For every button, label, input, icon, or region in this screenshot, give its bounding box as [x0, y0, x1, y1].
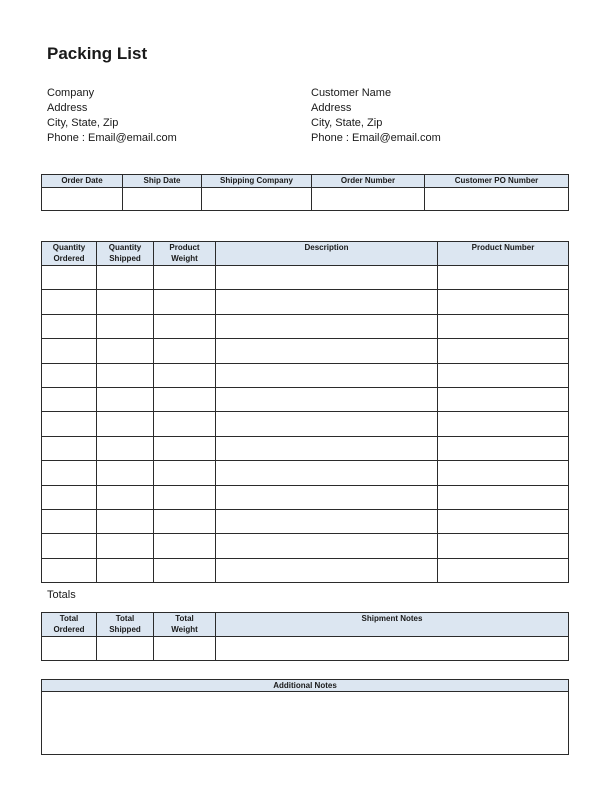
- description-cell[interactable]: [216, 509, 438, 533]
- quantity-ordered-cell[interactable]: [42, 290, 97, 314]
- product-weight-cell[interactable]: [154, 534, 216, 558]
- total-ordered-cell[interactable]: [42, 637, 97, 661]
- header-line: Product Number: [471, 243, 535, 252]
- description-header: [216, 242, 438, 266]
- shipping-company-cell[interactable]: [202, 188, 312, 211]
- quantity-ordered-cell[interactable]: [42, 314, 97, 338]
- quantity-shipped-cell[interactable]: [97, 461, 154, 485]
- shipping-company-header: Shipping Company: [202, 175, 312, 188]
- product-number-cell[interactable]: [438, 436, 569, 460]
- product-number-cell[interactable]: [438, 363, 569, 387]
- quantity-shipped-cell[interactable]: [97, 314, 154, 338]
- table-row: [42, 188, 569, 211]
- description-cell[interactable]: [216, 266, 438, 290]
- product-weight-header: [154, 242, 216, 266]
- ship-date-header: Ship Date: [123, 175, 202, 188]
- table-row: [42, 387, 569, 411]
- totals-label: Totals: [47, 589, 76, 601]
- product-number-cell[interactable]: [438, 461, 569, 485]
- company-name: Company: [47, 87, 95, 99]
- quantity-shipped-cell[interactable]: [97, 485, 154, 509]
- company-address: Address: [47, 102, 88, 114]
- product-number-cell[interactable]: [438, 339, 569, 363]
- customer-name: Customer Name: [311, 87, 392, 99]
- description-cell[interactable]: [216, 534, 438, 558]
- product-number-cell[interactable]: [438, 485, 569, 509]
- customer-po-number-cell[interactable]: [425, 188, 569, 211]
- product-weight-cell[interactable]: [154, 314, 216, 338]
- product-number-header: [438, 242, 569, 266]
- description-cell[interactable]: [216, 558, 438, 582]
- quantity-ordered-cell[interactable]: [42, 558, 97, 582]
- quantity-ordered-cell[interactable]: [42, 461, 97, 485]
- table-row: [42, 363, 569, 387]
- customer-info: [311, 86, 441, 146]
- shipment-notes-cell[interactable]: [216, 637, 569, 661]
- company-info: [47, 86, 177, 146]
- description-cell[interactable]: [216, 412, 438, 436]
- header-line: Weight: [171, 625, 198, 634]
- product-weight-cell[interactable]: [154, 461, 216, 485]
- additional-notes-header: Additional Notes: [42, 680, 569, 692]
- shipment-notes-header: [216, 613, 569, 637]
- product-number-cell[interactable]: [438, 509, 569, 533]
- header-line: Quantity: [52, 243, 86, 252]
- header-line: Ordered: [53, 254, 85, 263]
- product-number-cell[interactable]: [438, 387, 569, 411]
- product-weight-cell[interactable]: [154, 363, 216, 387]
- product-number-cell[interactable]: [438, 290, 569, 314]
- description-cell[interactable]: [216, 290, 438, 314]
- product-number-cell[interactable]: [438, 266, 569, 290]
- total-shipped-cell[interactable]: [97, 637, 154, 661]
- table-row: [42, 534, 569, 558]
- quantity-shipped-cell[interactable]: [97, 534, 154, 558]
- product-weight-cell[interactable]: [154, 509, 216, 533]
- quantity-shipped-cell[interactable]: [97, 436, 154, 460]
- order-number-cell[interactable]: [312, 188, 425, 211]
- header-line: Description: [304, 243, 349, 252]
- table-row: [42, 436, 569, 460]
- table-row: [42, 339, 569, 363]
- customer-address: Address: [311, 102, 352, 114]
- company-contact: Phone : Email@email.com: [47, 132, 177, 144]
- table-row: [42, 314, 569, 338]
- quantity-ordered-cell[interactable]: [42, 412, 97, 436]
- description-cell[interactable]: [216, 363, 438, 387]
- description-cell[interactable]: [216, 436, 438, 460]
- quantity-shipped-cell[interactable]: [97, 509, 154, 533]
- product-number-cell[interactable]: [438, 314, 569, 338]
- quantity-shipped-cell[interactable]: [97, 339, 154, 363]
- items-body: [42, 266, 569, 583]
- header-line: Ordered: [53, 625, 85, 634]
- header-line: Quantity: [108, 243, 142, 252]
- quantity-shipped-cell[interactable]: [97, 412, 154, 436]
- quantity-shipped-header: [97, 242, 154, 266]
- product-weight-cell[interactable]: [154, 485, 216, 509]
- customer-contact: Phone : Email@email.com: [311, 132, 441, 144]
- table-row: [42, 637, 569, 661]
- total-shipped-header: [97, 613, 154, 637]
- table-row: [42, 558, 569, 582]
- order-number-header: Order Number: [312, 175, 425, 188]
- product-weight-cell[interactable]: [154, 266, 216, 290]
- product-weight-cell[interactable]: [154, 339, 216, 363]
- quantity-ordered-cell[interactable]: [42, 534, 97, 558]
- header-line: Total: [175, 614, 194, 623]
- customer-city-state-zip: City, State, Zip: [311, 117, 383, 129]
- additional-notes-table: [41, 679, 569, 755]
- order-date-cell[interactable]: [42, 188, 123, 211]
- header-line: Weight: [171, 254, 198, 263]
- company-city-state-zip: City, State, Zip: [47, 117, 119, 129]
- quantity-ordered-cell[interactable]: [42, 509, 97, 533]
- description-cell[interactable]: [216, 314, 438, 338]
- quantity-ordered-header: [42, 242, 97, 266]
- quantity-ordered-cell[interactable]: [42, 339, 97, 363]
- header-line: Shipped: [109, 625, 141, 634]
- quantity-shipped-cell[interactable]: [97, 363, 154, 387]
- table-row: [42, 290, 569, 314]
- quantity-ordered-cell[interactable]: [42, 266, 97, 290]
- header-line: Shipped: [109, 254, 141, 263]
- quantity-shipped-cell[interactable]: [97, 266, 154, 290]
- items-table: [41, 241, 569, 583]
- table-row: [42, 412, 569, 436]
- header-line: Product: [169, 243, 200, 252]
- header-line: Total: [115, 614, 135, 623]
- total-weight-header: [154, 613, 216, 637]
- total-weight-cell[interactable]: [154, 637, 216, 661]
- description-cell[interactable]: [216, 461, 438, 485]
- quantity-ordered-cell[interactable]: [42, 485, 97, 509]
- quantity-ordered-cell[interactable]: [42, 387, 97, 411]
- quantity-shipped-cell[interactable]: [97, 558, 154, 582]
- product-weight-cell[interactable]: [154, 436, 216, 460]
- product-number-cell[interactable]: [438, 558, 569, 582]
- order-date-header: Order Date: [42, 175, 123, 188]
- description-cell[interactable]: [216, 339, 438, 363]
- product-weight-cell[interactable]: [154, 412, 216, 436]
- customer-po-number-header: Customer PO Number: [425, 175, 569, 188]
- description-cell[interactable]: [216, 485, 438, 509]
- product-weight-cell[interactable]: [154, 387, 216, 411]
- description-cell[interactable]: [216, 387, 438, 411]
- product-number-cell[interactable]: [438, 412, 569, 436]
- header-line: Total: [59, 614, 79, 623]
- quantity-ordered-cell[interactable]: [42, 436, 97, 460]
- page-title: Packing List: [47, 44, 148, 63]
- table-row: [42, 485, 569, 509]
- table-row: [42, 461, 569, 485]
- quantity-ordered-cell[interactable]: [42, 363, 97, 387]
- product-weight-cell[interactable]: [154, 558, 216, 582]
- table-row: [42, 509, 569, 533]
- table-row: [42, 266, 569, 290]
- quantity-shipped-cell[interactable]: [97, 387, 154, 411]
- additional-notes-cell[interactable]: [42, 692, 569, 755]
- totals-table: [41, 612, 569, 661]
- header-line: Shipment Notes: [361, 614, 423, 623]
- total-ordered-header: [42, 613, 97, 637]
- ship-date-cell[interactable]: [123, 188, 202, 211]
- quantity-shipped-cell[interactable]: [97, 290, 154, 314]
- product-number-cell[interactable]: [438, 534, 569, 558]
- product-weight-cell[interactable]: [154, 290, 216, 314]
- order-info-table: [41, 174, 569, 211]
